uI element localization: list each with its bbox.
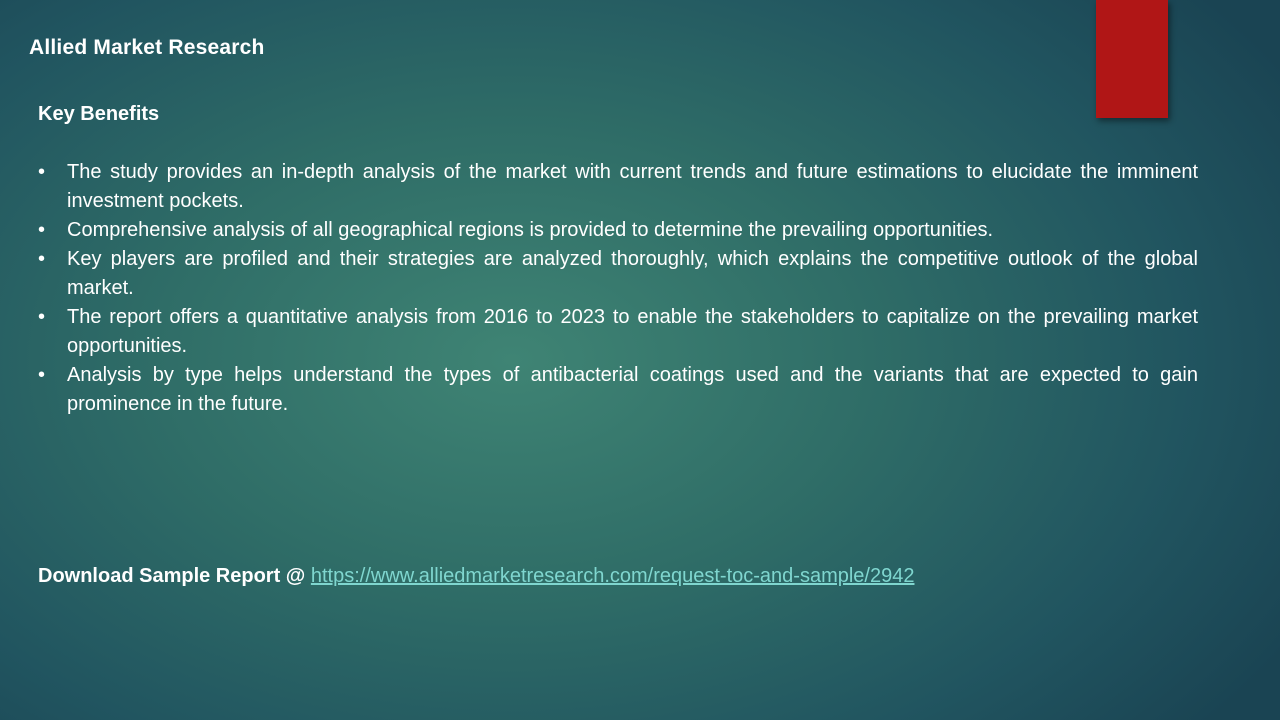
list-item bbox=[38, 303, 1198, 361]
benefits-list bbox=[38, 158, 1198, 419]
bullet-icon: • bbox=[38, 306, 46, 328]
bullet-icon: • bbox=[38, 161, 46, 183]
list-item-text: The study provides an in-depth analysis of the market with current trends and future estimations to elucidate the imminent investment pockets. bbox=[67, 161, 1198, 212]
bullet-icon: • bbox=[38, 219, 46, 241]
bullet-icon: • bbox=[38, 248, 46, 270]
brand-title: Allied Market Research bbox=[29, 36, 265, 59]
download-sample-line bbox=[38, 565, 914, 588]
list-item bbox=[38, 361, 1198, 419]
bullet-icon: • bbox=[38, 364, 46, 386]
red-accent-tab bbox=[1096, 0, 1168, 118]
list-item bbox=[38, 245, 1198, 303]
list-item-text: Comprehensive analysis of all geographical regions is provided to determine the prevailing opportunities. bbox=[67, 219, 994, 241]
download-label: Download Sample Report @ bbox=[38, 565, 306, 587]
list-item-text: Key players are profiled and their strategies are analyzed thoroughly, which explains the competitive outlook of the global market. bbox=[67, 248, 1198, 299]
list-item-text: The report offers a quantitative analysis from 2016 to 2023 to enable the stakeholders to capitalize on the prevailing market opportunities. bbox=[67, 306, 1198, 357]
download-sample-link[interactable]: https://www.alliedmarketresearch.com/request-toc-and-sample/2942 bbox=[310, 565, 915, 587]
list-item bbox=[38, 158, 1198, 216]
list-item bbox=[38, 216, 1198, 245]
list-item-text: Analysis by type helps understand the types of antibacterial coatings used and the variants that are expected to gain prominence in the future. bbox=[67, 364, 1198, 415]
section-title: Key Benefits bbox=[38, 103, 160, 125]
